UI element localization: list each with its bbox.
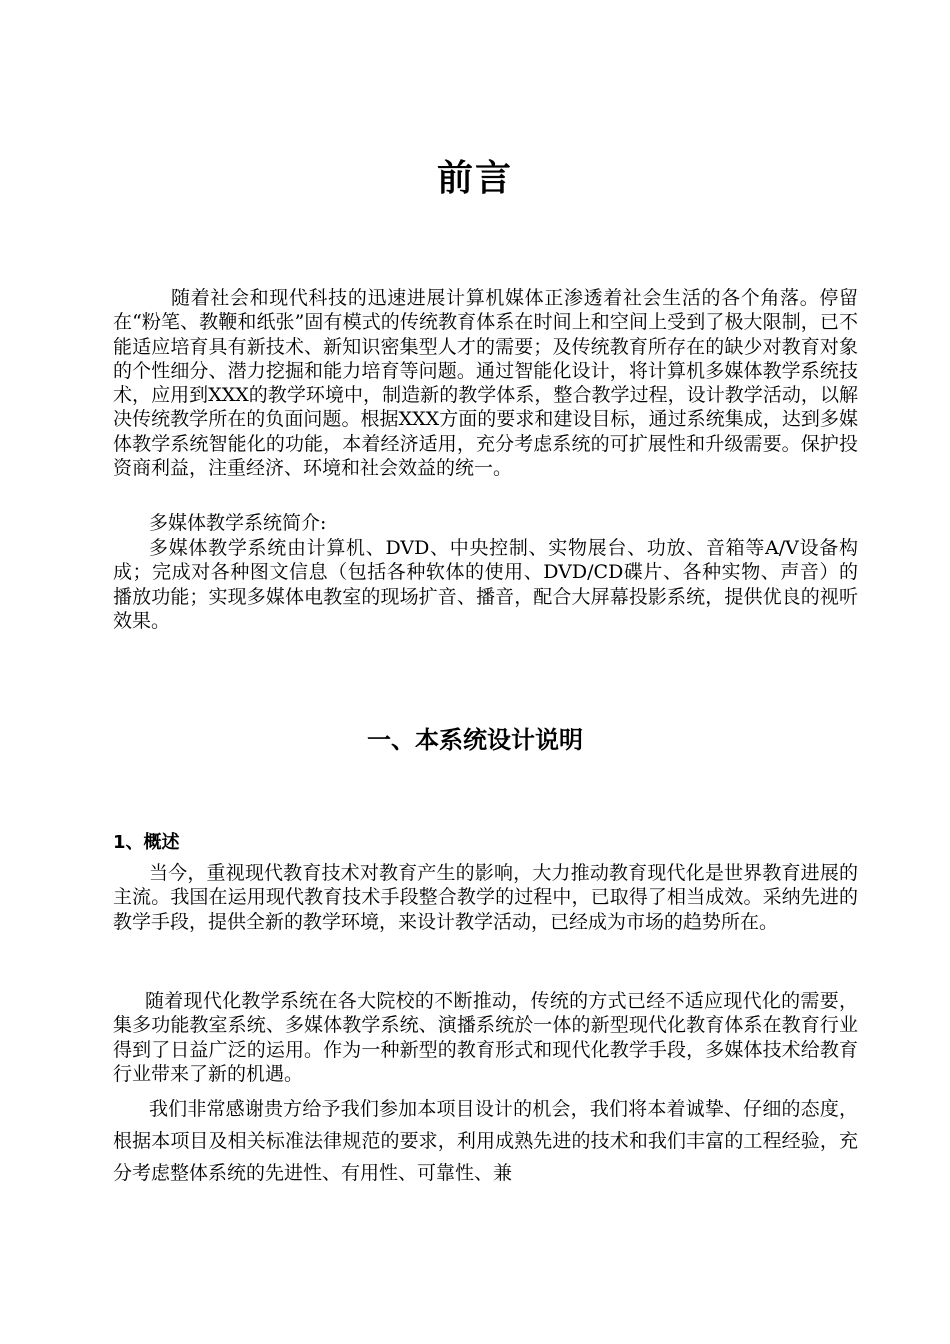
overview-paragraph-1: 当今，重视现代教育技术对教育产生的影响，大力推动教育现代化是世界教育进展的主流。我国在运用现代教育技术手段整合教学的过程中，已取得了相当成效。采纳先进的教学手段，提供全新的教学环境，来设计教学活动，已经成为市场的趋势所在。 xyxy=(113,862,858,933)
subsection-title: 1、概述 xyxy=(113,832,180,853)
preface-paragraph-1: 随着社会和现代科技的迅速进展计算机媒体正渗透着社会生活的各个角落。停留在“粉笔、教鞭和纸张”固有模式的传统教育体系在时间上和空间上受到了极大限制，已不能适应培育具有新技术、新知识密集型人才的需要；及传统教育所存在的缺少对教育对象的个性细分、潜力挖掘和能力培育等问题。通过智能化设计，将计算机多媒体教学系统技术，应用到XXX的教学环境中，制造新的教学体系，整合教学过程，设计教学活动，以解决传统教学所在的负面问题。根据XXX方面的要求和建设目标，通过系统集成，达到多媒体教学系统智能化的功能，本着经济适用，充分考虑系统的可扩展性和升级需要。保护投资商利益，注重经济、环境和社会效益的统一。 xyxy=(113,287,858,480)
overview-paragraph-3: 我们非常感谢贵方给予我们参加本项目设计的机会，我们将本着诚挚、仔细的态度，根据本项目及相关标准法律规范的要求，利用成熟先进的技术和我们丰富的工程经验，充分考虑整体系统的先进性、有用性、可靠性、兼 xyxy=(113,1098,858,1184)
preface-paragraph-3: 多媒体教学系统由计算机、DVD、中央控制、实物展台、功放、音箱等A/V设备构成；完成对各种图文信息（包括各种软体的使用、DVD/CD碟片、各种实物、声音）的播放功能；实现多媒体电教室的现场扩音、播音，配合大屏幕投影系统，提供优良的视听效果。 xyxy=(113,537,858,632)
preface-paragraph-2: 多媒体教学系统简介: xyxy=(149,512,327,534)
section-title: 一、本系统设计说明 xyxy=(367,726,583,754)
page-title: 前言 xyxy=(436,158,513,199)
overview-paragraph-2: 随着现代化教学系统在各大院校的不断推动，传统的方式已经不适应现代化的需要，集多功能教室系统、多媒体教学系统、演播系统於一体的新型现代化教育体系在教育行业得到了日益广泛的运用。作为一种新型的教育形式和现代化教学手段，多媒体技术给教育行业带来了新的机遇。 xyxy=(113,990,858,1085)
